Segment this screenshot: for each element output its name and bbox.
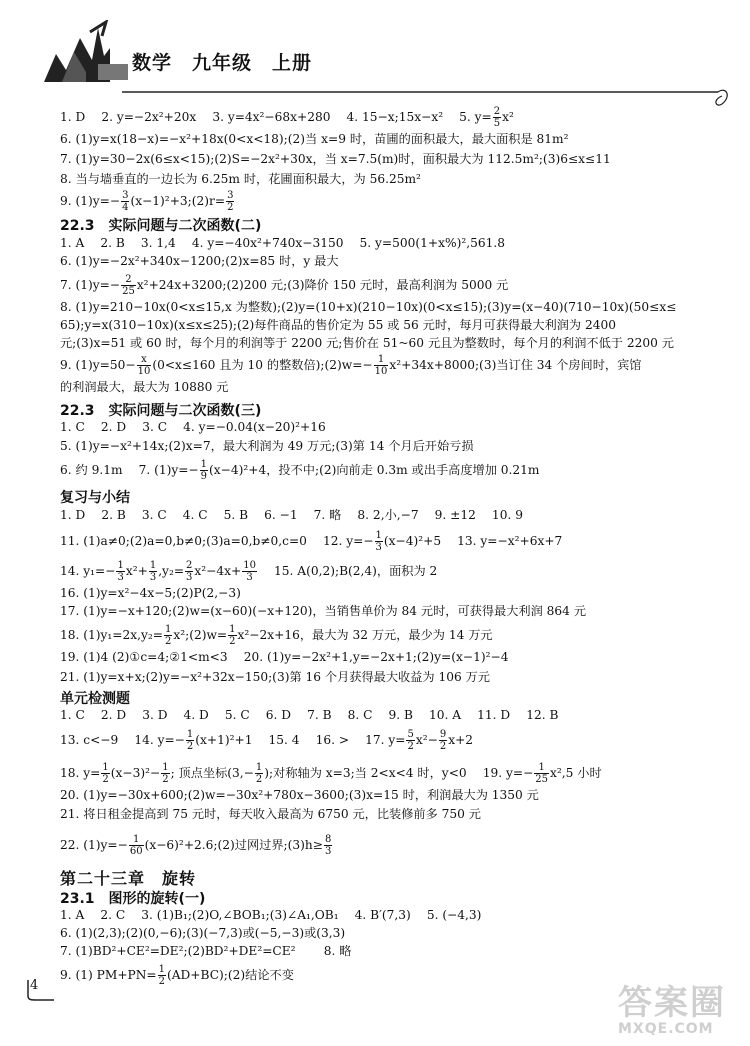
watermark-url: MXQE.COM (618, 1021, 714, 1037)
answer-line: 21. 将日租金提高到 75 元时，每天收入最高为 6750 元，比装修前多 750 元 (60, 807, 481, 821)
answer-line: 5. (1)y=−x²+14x;(2)x=7，最大利润为 49 万元;(3)第 14 个月后开始亏损 (60, 439, 474, 453)
fraction: $\frac{3}{4}$ (122, 190, 129, 213)
section-heading: 单元检测题 (60, 691, 130, 707)
fraction: $\frac{1}{25}$ (535, 762, 549, 785)
answer-line: 6. 约 9.1m 7. (1)y=− $\frac{1}{9}$ (x−4)²+4，投不中;(2)向前走 0.3m 或出手高度增加 0.21m (60, 459, 540, 482)
answer-line: 的利润最大，最大为 10880 元 (60, 380, 229, 394)
page-title: 数学 九年级 上册 (132, 52, 313, 74)
answer-line: 1. C 2. D 3. D 4. D 5. C 6. D 7. B 8. C 9. B 10. A 11. D 12. B (60, 708, 559, 722)
fraction: $\frac{x}{10}$ (137, 354, 151, 377)
answer-line: 8. (1)y=210−10x(0<x≤15,x 为整数);(2)y=(10+x)(210−10x)(0<x≤15);(3)y=(x−40)(710−10x)(50≤x≤ (60, 300, 677, 314)
fraction: $\frac{1}{2}$ (158, 964, 165, 987)
answer-line: 13. c<−9 14. y=− $\frac{1}{2}$ (x+1)²+1 15. 4 16. > 17. y= $\frac{5}{2}$ x²− $\frac{9}{2}$ x+2 (60, 729, 474, 752)
answer-line: 1. A 2. B 3. 1,4 4. y=−40x²+740x−3150 5. y=500(1+x%)²,561.8 (60, 236, 505, 250)
fraction: $\frac{1}{2}$ (102, 762, 109, 785)
fraction: $\frac{2}{25}$ (122, 274, 135, 297)
fraction: $\frac{1}{2}$ (165, 624, 172, 647)
answer-line: 1. D 2. y=−2x²+20x 3. y=4x²−68x+280 4. 15−x;15x−x² 5. y= $\frac{2}{5}$ x² (60, 106, 514, 129)
answer-line: 14. y₁=− $\frac{1}{3}$ x²+ $\frac{1}{3}$ ,y₂= $\frac{2}{3}$ x²−4x+ $\frac{10}{3}$ 15. A(0,2);B(2,4)，面积为 2 (60, 560, 438, 583)
answer-line: 1. D 2. B 3. C 4. C 5. B 6. −1 7. 略 8. 2,小,−7 9. ±12 10. 9 (60, 508, 523, 522)
fraction: $\frac{5}{2}$ (407, 729, 414, 752)
answer-line: 22. (1)y=− $\frac{1}{60}$ (x−6)²+2.6;(2)过网过界;(3)h≥ $\frac{8}{3}$ (60, 834, 332, 857)
answer-line: 6. (1)y=−2x²+340x−1200;(2)x=85 时，y 最大 (60, 254, 339, 268)
page-number: 4 (30, 978, 39, 993)
answer-line: 17. (1)y=−x+120;(2)w=(x−60)(−x+120)，当销售单价为 84 元时，可获得最大利润 864 元 (60, 604, 587, 618)
fraction: $\frac{3}{2}$ (227, 190, 234, 213)
fraction: $\frac{1}{2}$ (186, 729, 194, 752)
fraction: $\frac{1}{60}$ (129, 834, 143, 857)
watermark (618, 985, 746, 1041)
fraction: $\frac{1}{2}$ (229, 624, 236, 647)
answer-line: 11. (1)a≠0;(2)a=0,b≠0;(3)a=0,b≠0,c=0 12. y=− $\frac{1}{3}$ (x−4)²+5 13. y=−x²+6x+7 (60, 530, 563, 553)
fraction: $\frac{1}{3}$ (375, 530, 382, 553)
fraction: $\frac{1}{3}$ (117, 560, 124, 583)
fraction: $\frac{1}{10}$ (374, 354, 388, 377)
answer-line: 21. (1)y=x+x;(2)y=−x²+32x−150;(3)第 16 个月获得最大收益为 106 万元 (60, 670, 490, 684)
watermark-logo-text: 答案圈 (618, 983, 726, 1023)
section-heading: 复习与小结 (60, 490, 130, 506)
page-number-badge (30, 978, 60, 1004)
answer-line: 1. C 2. D 3. C 4. y=−0.04(x−20)²+16 (60, 420, 326, 434)
fraction: $\frac{9}{2}$ (439, 729, 447, 752)
section-heading: 22.3 实际问题与二次函数(三) (60, 403, 262, 419)
answer-line: 1. A 2. C 3. (1)B₁;(2)O,∠BOB₁;(3)∠A₁,OB₁ 4. B′(7,3) 5. (−4,3) (60, 908, 482, 922)
answer-line: 9. (1) PM+PN= $\frac{1}{2}$ (AD+BC);(2)结论不变 (60, 964, 294, 987)
answer-line: 18. (1)y₁=2x,y₂= $\frac{1}{2}$ x²;(2)w= $\frac{1}{2}$ x²−2x+16，最大为 32 万元，最少为 14 万元 (60, 624, 493, 647)
fraction: $\frac{1}{3}$ (149, 560, 157, 583)
section-heading: 22.3 实际问题与二次函数(二) (60, 218, 262, 234)
page-header (40, 20, 700, 100)
book-logo-icon (40, 20, 130, 86)
answer-line: 19. (1)4 (2)①c=4;②1<m<3 20. (1)y=−2x²+1,y=−2x+1;(2)y=(x−1)²−4 (60, 650, 509, 664)
fraction: $\frac{1}{2}$ (162, 762, 169, 785)
answer-line: 6. (1)y=x(18−x)=−x²+18x(0<x<18);(2)当 x=9 时，苗圃的面积最大，最大面积是 81m² (60, 132, 569, 146)
fraction: $\frac{8}{3}$ (324, 834, 332, 857)
fraction: $\frac{1}{2}$ (255, 762, 263, 785)
answer-line: 18. y= $\frac{1}{2}$ (x−3)²− $\frac{1}{2}$ ; 顶点坐标(3,− $\frac{1}{2}$ );对称轴为 x=3;当 2<x<4 时，y<0 19. y=− $\frac{1}{25}$ x²,5 小时 (60, 762, 602, 785)
fraction: $\frac{10}{3}$ (243, 560, 256, 583)
answer-line: 9. (1)y=− $\frac{3}{4}$ (x−1)²+3;(2)r= $\frac{3}{2}$ (60, 190, 234, 213)
answer-line: 6. (1)(2,3);(2)(0,−6);(3)(−7,3)或(−5,−3)或(3,3) (60, 926, 346, 940)
answer-line: 7. (1)BD²+CE²=DE²;(2)BD²+DE²=CE² 8. 略 (60, 944, 352, 958)
answer-line: 7. (1)y=− $\frac{2}{25}$ x²+24x+3200;(2)200 元;(3)降价 150 元时，最高利润为 5000 元 (60, 274, 509, 297)
answer-line: 20. (1)y=−30x+600;(2)w=−30x²+780x−3600;(3)x=15 时，利润最大为 1350 元 (60, 788, 539, 802)
fraction: $\frac{2}{5}$ (493, 106, 501, 129)
section-heading: 23.1 图形的旋转(一) (60, 891, 206, 907)
fraction: $\frac{1}{9}$ (200, 459, 208, 482)
chapter-heading: 第二十三章 旋转 (60, 869, 197, 888)
answer-line: 元;(3)x=51 或 60 时，每个月的利润等于 2200 元;售价在 51~60 元且为整数时，每个月的利润不低于 2200 元 (60, 336, 674, 350)
answer-line: 7. (1)y=30−2x(6≤x<15);(2)S=−2x²+30x，当 x=7.5(m)时，面积最大为 112.5m²;(3)6≤x≤11 (60, 152, 611, 166)
fraction: $\frac{2}{3}$ (186, 560, 193, 583)
answer-line: 8. 当与墙垂直的一边长为 6.25m 时，花圃面积最大，为 56.25m² (60, 172, 421, 186)
answer-line: 9. (1)y=50− $\frac{x}{10}$ (0<x≤160 且为 10 的整数倍);(2)w=− $\frac{1}{10}$ x²+34x+8000;(3)当订住 34 个房间时，宾馆 (60, 354, 642, 377)
answer-line: 16. (1)y=x²−4x−5;(2)P(2,−3) (60, 586, 241, 600)
answer-line: 65);y=x(310−10x)(x≤x≤25);(2)每件商品的售价定为 55 或 56 元时，每月可获得最大利润为 2400 (60, 318, 616, 332)
